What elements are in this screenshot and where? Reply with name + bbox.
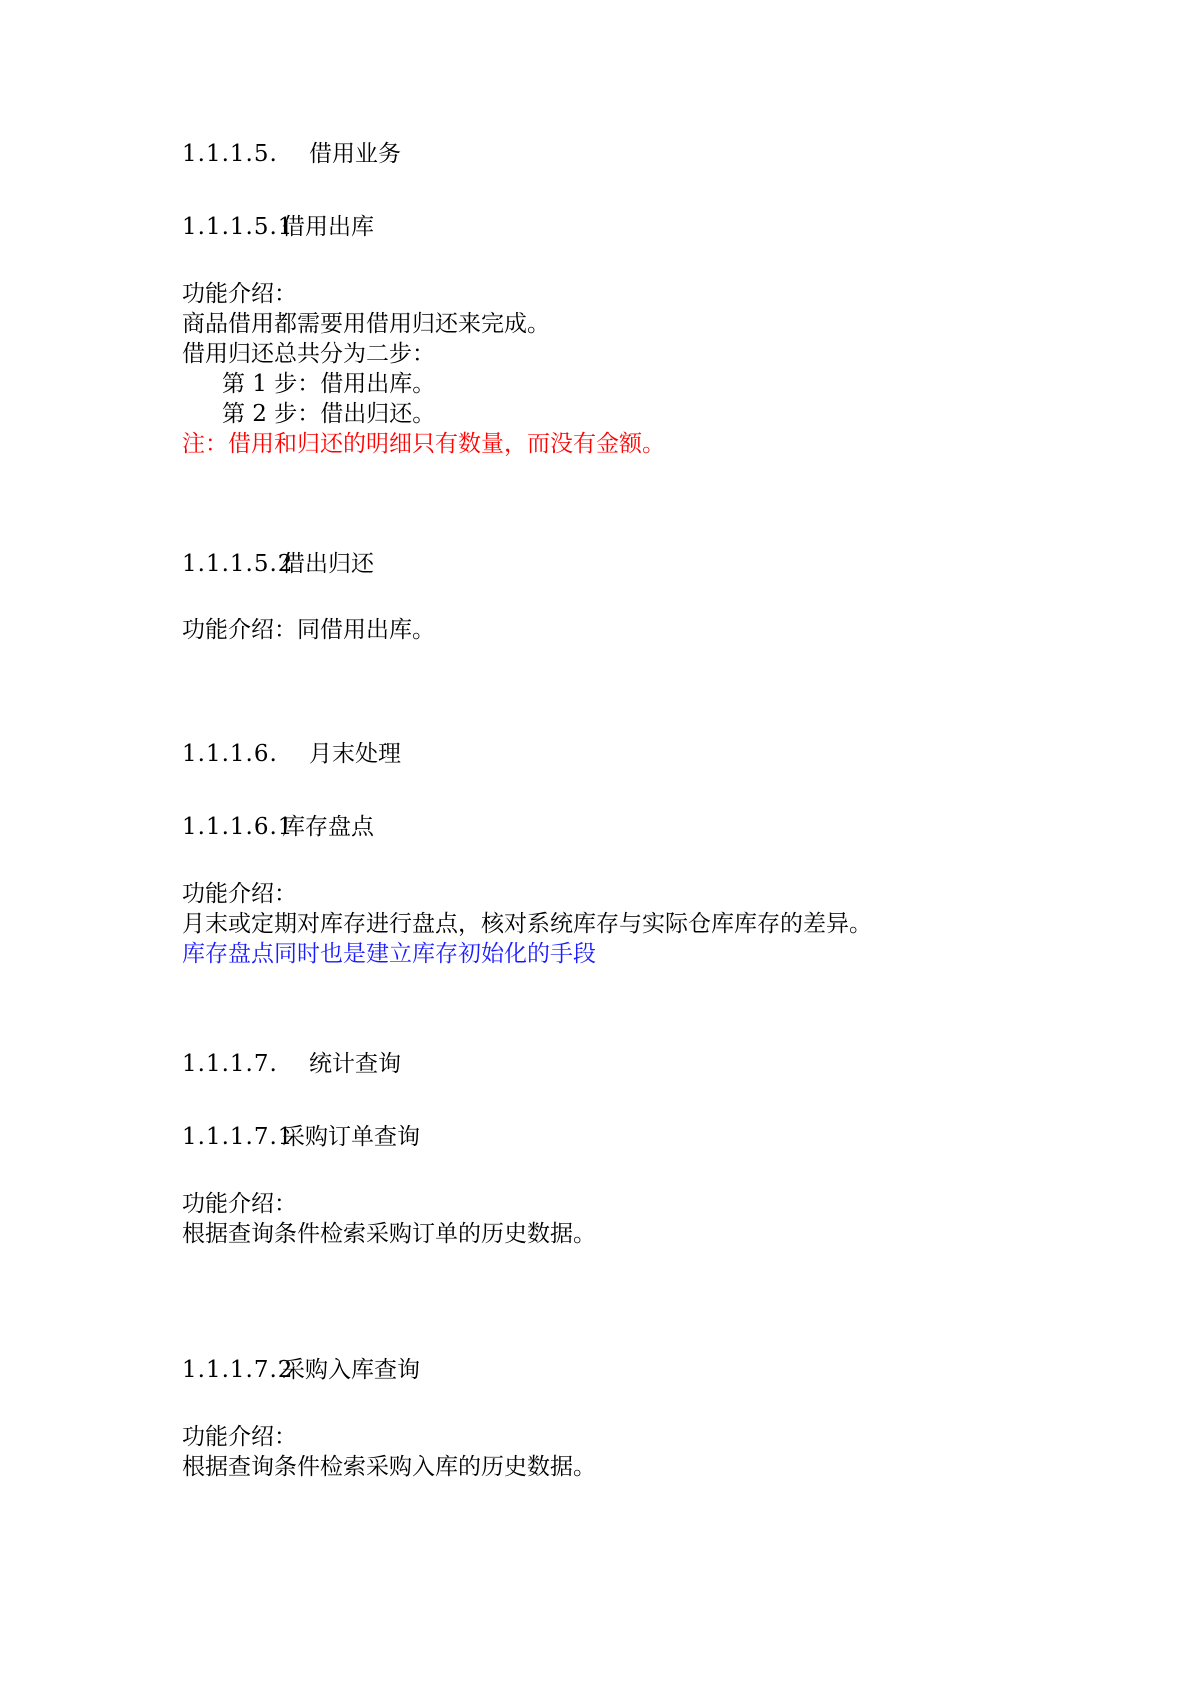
heading-number: 1.1.1.7.1	[182, 1124, 294, 1150]
heading-title: 采购订单查询	[282, 1124, 420, 1150]
heading-borrow-return	[182, 549, 374, 579]
heading-po-query	[182, 1122, 420, 1152]
heading-stocktake	[182, 812, 374, 842]
heading-title: 统计查询	[309, 1051, 401, 1077]
paragraph: 根据查询条件检索采购入库的历史数据。	[182, 1454, 596, 1480]
intro-label: 功能介绍：	[182, 881, 297, 907]
heading-number: 1.1.1.5.1	[182, 214, 294, 240]
intro-label: 功能介绍：	[182, 1424, 297, 1450]
heading-title: 借用业务	[309, 141, 401, 167]
heading-receipt-query	[182, 1355, 420, 1385]
heading-title: 借出归还	[282, 551, 374, 577]
heading-title: 库存盘点	[282, 814, 374, 840]
step-item: 第 2 步：借出归还。	[222, 401, 436, 427]
heading-number: 1.1.1.7.	[182, 1051, 278, 1077]
heading-stats	[182, 1049, 401, 1079]
heading-number: 1.1.1.6.	[182, 741, 278, 767]
heading-month-end	[182, 739, 401, 769]
heading-number: 1.1.1.6.1	[182, 814, 294, 840]
heading-title: 月末处理	[309, 741, 401, 767]
heading-title: 采购入库查询	[282, 1357, 420, 1383]
heading-borrow-out	[182, 212, 374, 242]
paragraph: 月末或定期对库存进行盘点，核对系统库存与实际仓库库存的差异。	[182, 911, 872, 937]
heading-borrow	[182, 139, 401, 169]
paragraph: 商品借用都需要用借用归还来完成。	[182, 311, 550, 337]
heading-title: 借用出库	[282, 214, 374, 240]
heading-number: 1.1.1.7.2	[182, 1357, 294, 1383]
paragraph: 根据查询条件检索采购订单的历史数据。	[182, 1221, 596, 1247]
paragraph: 功能介绍：同借用出库。	[182, 617, 435, 643]
paragraph: 借用归还总共分为二步：	[182, 341, 435, 367]
heading-number: 1.1.1.5.	[182, 141, 278, 167]
intro-label: 功能介绍：	[182, 1191, 297, 1217]
note-text: 注：借用和归还的明细只有数量，而没有金额。	[182, 431, 665, 457]
intro-label: 功能介绍：	[182, 281, 297, 307]
step-item: 第 1 步：借用出库。	[222, 371, 436, 397]
heading-number: 1.1.1.5.2	[182, 551, 294, 577]
highlight-text: 库存盘点同时也是建立库存初始化的手段	[182, 941, 596, 967]
